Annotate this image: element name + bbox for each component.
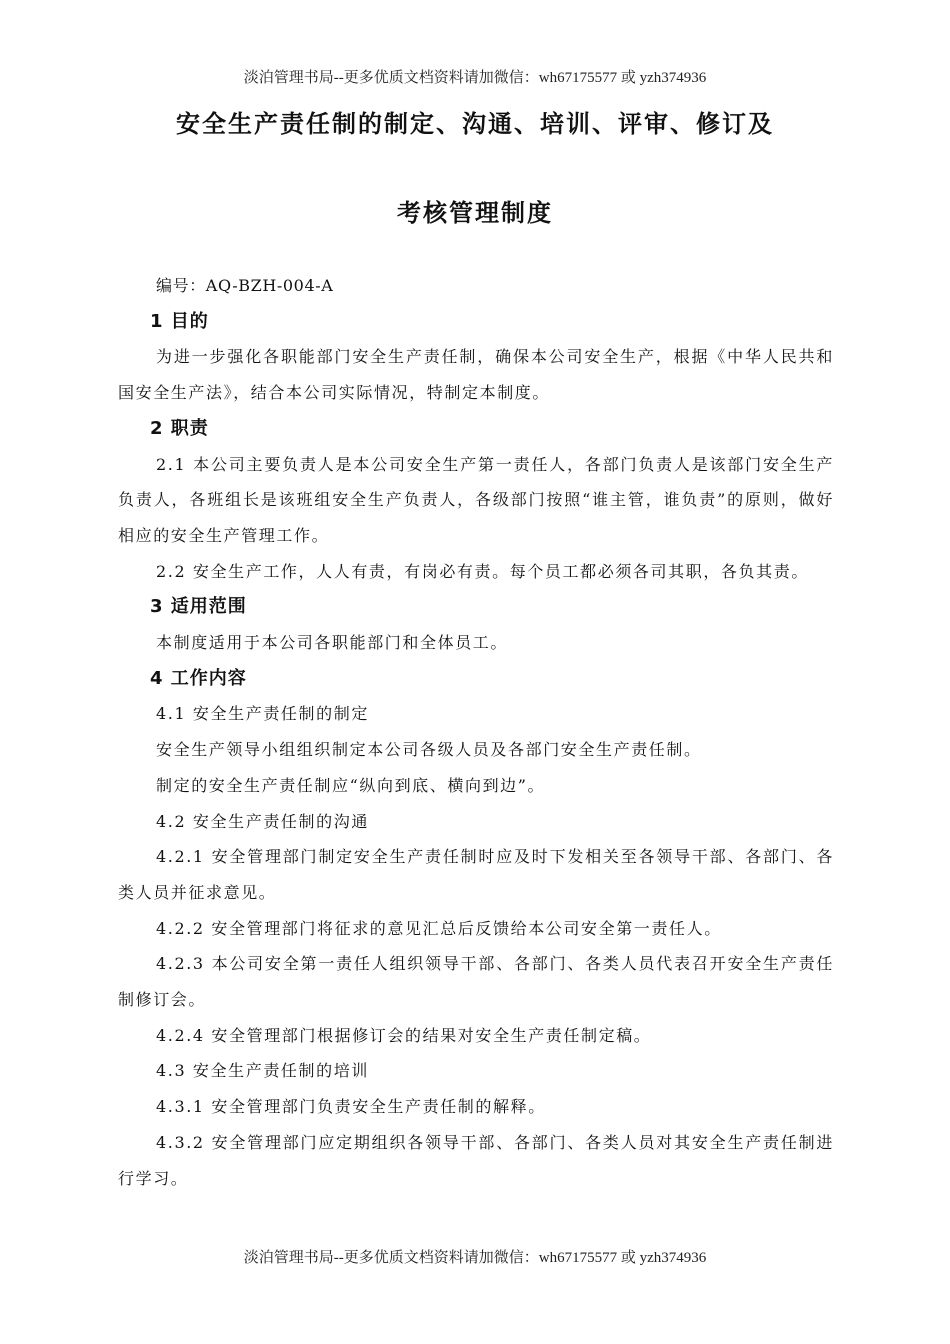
paragraph: 安全生产领导小组组织制定本公司各级人员及各部门安全生产责任制。 <box>156 740 702 760</box>
page-header: 淡泊管理书局--更多优质文档资料请加微信：wh67175577 或 yzh374936 <box>243 70 707 86</box>
section-heading-purpose: 1 目的 <box>150 310 209 332</box>
paragraph: 4.3 安全生产责任制的培训 <box>156 1061 369 1081</box>
document-title-line-2: 考核管理制度 <box>397 199 553 227</box>
paragraph: 4.2.4 安全管理部门根据修订会的结果对安全生产责任制定稿。 <box>156 1025 652 1045</box>
document-body <box>118 268 834 1196</box>
paragraph: 4.2.1 安全管理部门制定安全生产责任制时应及时下发相关至各领导干部、各部门、各类人员并征求意见。 <box>118 847 834 902</box>
paragraph: 2.1 本公司主要负责人是本公司安全生产第一责任人，各部门负责人是该部门安全生产负责人，各班组长是该班组安全生产负责人，各级部门按照“谁主管，谁负责”的原则，做好相应的安全生产管理工作。 <box>118 454 834 545</box>
document-title-line-1: 安全生产责任制的制定、沟通、培训、评审、修订及 <box>176 110 774 138</box>
paragraph: 4.1 安全生产责任制的制定 <box>156 704 369 724</box>
document-code: 编号：AQ-BZH-004-A <box>156 276 334 295</box>
paragraph: 4.2 安全生产责任制的沟通 <box>156 811 369 831</box>
section-heading-responsibilities: 2 职责 <box>150 417 209 439</box>
page-footer: 淡泊管理书局--更多优质文档资料请加微信：wh67175577 或 yzh374936 <box>243 1250 707 1266</box>
paragraph: 4.2.3 本公司安全第一责任人组织领导干部、各部门、各类人员代表召开安全生产责任制修订会。 <box>118 954 834 1010</box>
paragraph: 4.2.2 安全管理部门将征求的意见汇总后反馈给本公司安全第一责任人。 <box>156 918 722 938</box>
paragraph: 4.3.2 安全管理部门应定期组织各领导干部、各部门、各类人员对其安全生产责任制进行学习。 <box>118 1132 834 1188</box>
paragraph: 制定的安全生产责任制应“纵向到底、横向到边”。 <box>156 775 546 795</box>
paragraph: 4.3.1 安全管理部门负责安全生产责任制的解释。 <box>156 1097 546 1117</box>
paragraph: 为进一步强化各职能部门安全生产责任制，确保本公司安全生产，根据《中华人民共和国安全生产法》，结合本公司实际情况，特制定本制度。 <box>118 347 834 403</box>
paragraph: 本制度适用于本公司各职能部门和全体员工。 <box>156 633 509 653</box>
paragraph: 2.2 安全生产工作，人人有责，有岗必有责。每个员工都必须各司其职，各负其责。 <box>156 561 809 581</box>
section-heading-scope: 3 适用范围 <box>150 596 247 618</box>
section-heading-work-content: 4 工作内容 <box>150 667 247 689</box>
